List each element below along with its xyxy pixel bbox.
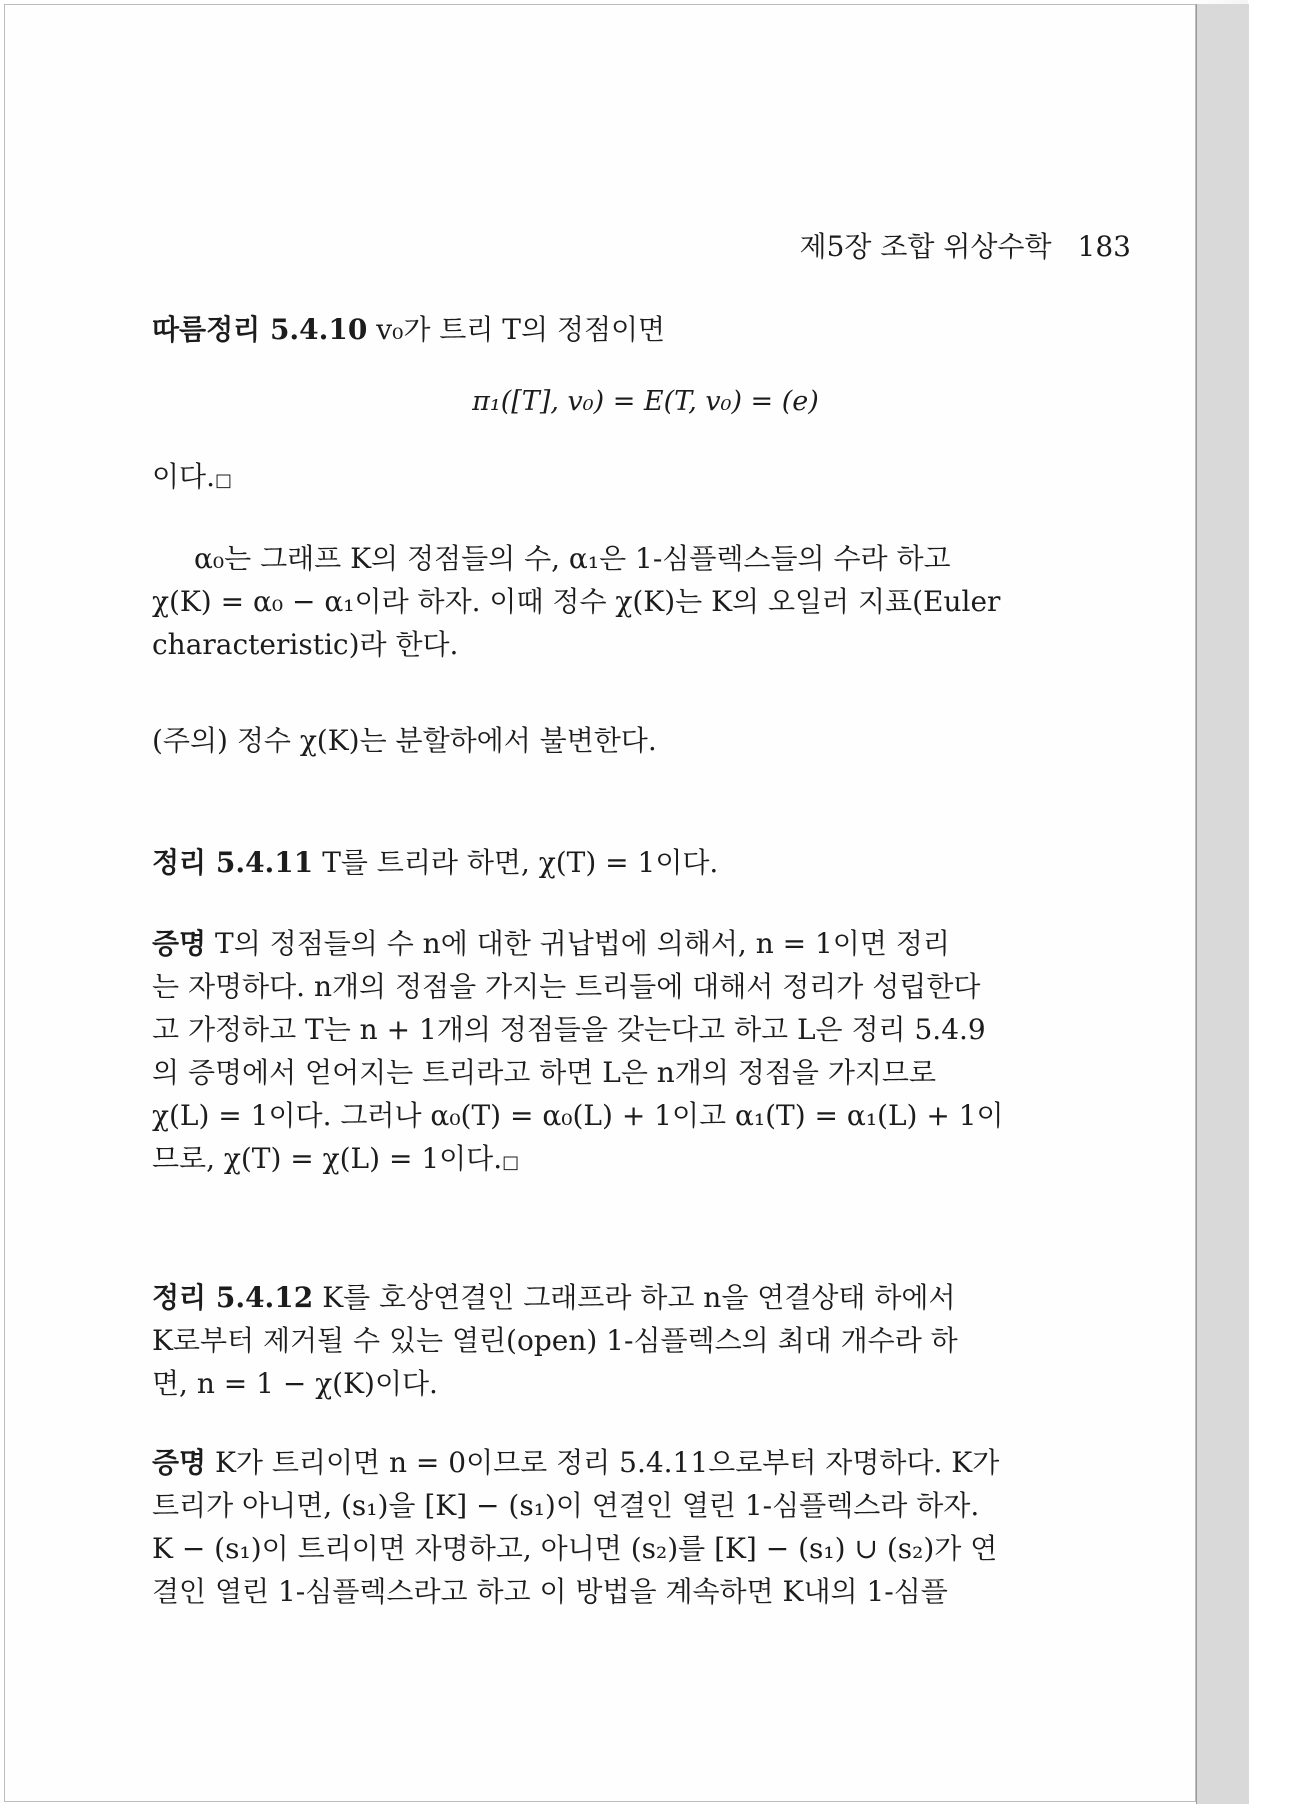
running-header [800,225,1131,265]
corollary-conclusion-line [152,455,1032,502]
theorem-5-4-12 [152,1276,1032,1405]
euler-line-1: α₀는 그래프 K의 정점들의 수, α₁은 1-심플렉스들의 수라 하고 [194,542,951,575]
proof-label: 증명 [152,1446,207,1479]
proof-line-1 [152,922,1032,965]
corollary-equation: π₁([T], v₀) = E(T, v₀) = (e) [472,386,819,417]
corollary-5-4-10 [152,308,1032,351]
corollary-label: 따름정리 5.4.10 [152,313,368,346]
theorem-line-2: K로부터 제거될 수 있는 열린(open) 1-심플렉스의 최대 개수라 하 [152,1324,958,1357]
theorem-text: K를 호상연결인 그래프라 하고 n을 연결상태 하에서 [322,1281,956,1314]
qed-mark: □ [502,1152,520,1173]
theorem-label: 정리 5.4.12 [152,1281,314,1314]
euler-definition [152,537,1032,666]
proof-text: 므로, χ(T) = χ(L) = 1이다. [152,1142,503,1175]
remark: (주의) 정수 χ(K)는 분할하에서 불변한다. [152,724,657,757]
proof-line-4: 의 증명에서 얻어지는 트리라고 하면 L은 n개의 정점을 가지므로 [152,1056,937,1089]
proof-line-3: K − (s₁)이 트리이면 자명하고, 아니면 (s₂)를 [K] − (s₁) ∪ (s₂)가 연 [152,1532,998,1565]
euler-line-2: χ(K) = α₀ − α₁이라 하자. 이때 정수 χ(K)는 K의 오일러 지표(Euler [152,585,1001,618]
proof-text: K가 트리이면 n = 0이므로 정리 5.4.11으로부터 자명하다. K가 [215,1446,1000,1479]
proof-5-4-11 [152,922,1032,1184]
proof-line-3: 고 가정하고 T는 n + 1개의 정점들을 갖는다고 하고 L은 정리 5.4.9 [152,1013,986,1046]
qed-mark: □ [215,470,233,491]
proof-line-2: 트리가 아니면, (s₁)을 [K] − (s₁)이 연결인 열린 1-심플렉스라 하자. [152,1489,980,1522]
proof-5-4-12 [152,1441,1032,1613]
theorem-5-4-11 [152,841,1032,884]
theorem-line-3: 면, n = 1 − χ(K)이다. [152,1367,438,1400]
proof-line-2: 는 자명하다. n개의 정점을 가지는 트리들에 대해서 정리가 성립한다 [152,970,981,1003]
proof-line-5: χ(L) = 1이다. 그러나 α₀(T) = α₀(L) + 1이고 α₁(T) = α₁(L) + 1이 [152,1099,1004,1132]
chapter-title: 제5장 조합 위상수학 [799,230,1052,263]
proof-line-1 [152,1441,1032,1484]
proof-line-4: 결인 열린 1-심플렉스라고 하고 이 방법을 계속하면 K내의 1-심플 [152,1575,948,1608]
corollary-statement: v₀가 트리 T의 정점이면 [376,313,666,346]
theorem-line-1 [152,1276,1032,1319]
corollary-conclusion: 이다. [152,460,215,493]
proof-text: T의 정점들의 수 n에 대한 귀납법에 의해서, n = 1이면 정리 [215,927,950,960]
book-page-edge [1196,4,1249,1804]
theorem-label: 정리 5.4.11 [152,846,314,879]
euler-line-3: characteristic)라 한다. [152,628,459,661]
theorem-statement: T를 트리라 하면, χ(T) = 1이다. [322,846,719,879]
proof-line-6 [152,1137,1032,1184]
page-number: 183 [1077,230,1131,263]
proof-label: 증명 [152,927,207,960]
